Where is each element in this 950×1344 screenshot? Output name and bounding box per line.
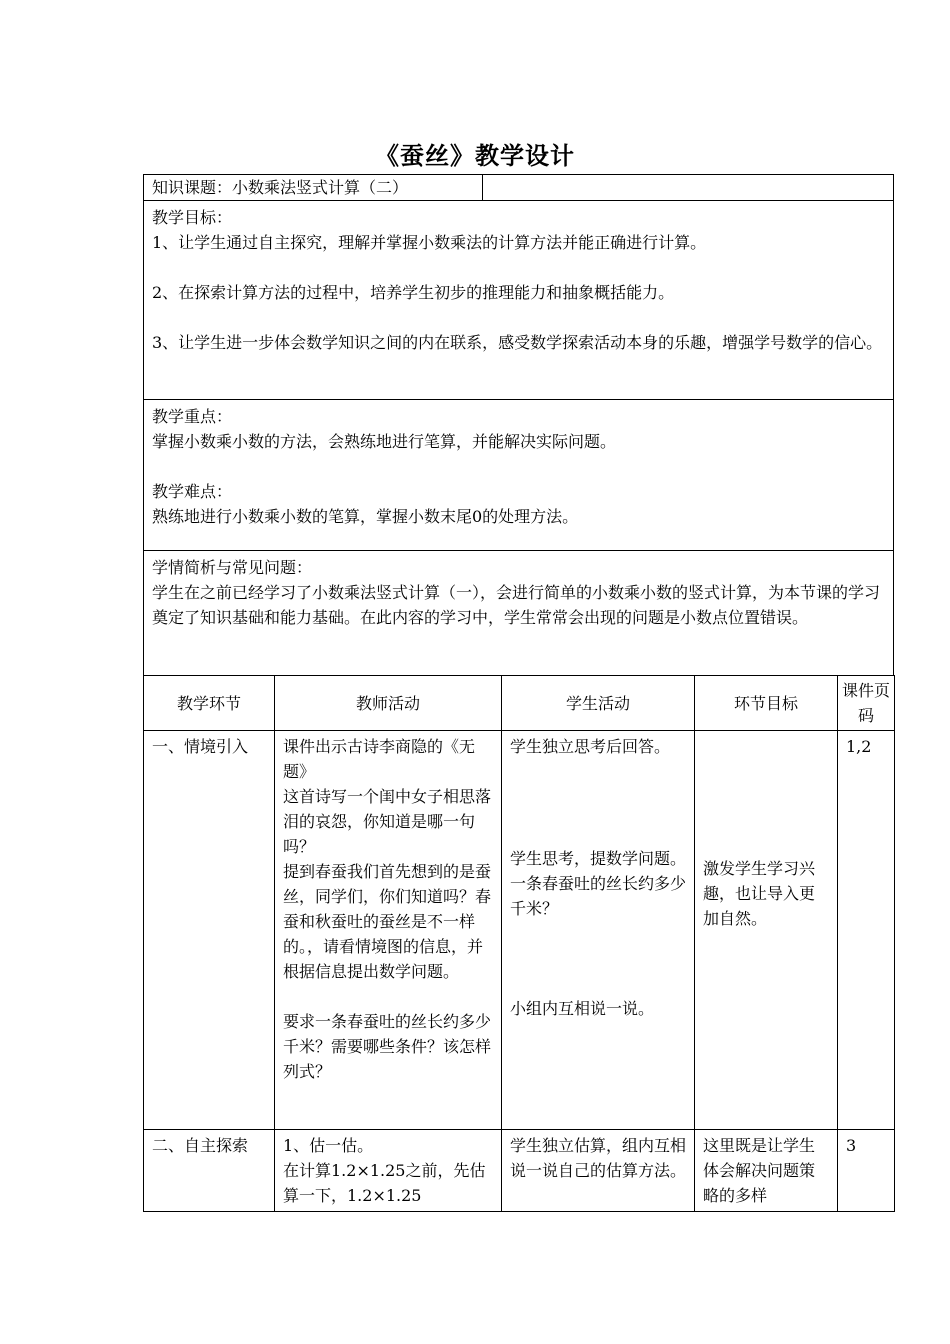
analysis-text: 学生在之前已经学习了小数乘法竖式计算（一），会进行简单的小数乘小数的竖式计算，为本节课的学习奠定了知识基础和能力基础。在此内容的学习中，学生常常会出现的问题是小数点位置错误。 xyxy=(152,583,881,627)
key-points-section xyxy=(143,399,894,551)
student-cell xyxy=(502,731,695,1130)
goals-heading: 教学目标： xyxy=(152,208,233,227)
student-text: 学生独立思考后回答。 xyxy=(510,737,671,756)
teacher-text: 提到春蚕我们首先想到的是蚕丝，同学们，你们知道吗？春蚕和秋蚕吐的蚕丝是不一样的。，请看情境图的信息，并根据信息提出数学问题。 xyxy=(283,862,492,981)
header-stage: 教学环节 xyxy=(144,676,275,731)
teacher-text: 要求一条春蚕吐的丝长约多少千米？需要哪些条件？该怎样列式？ xyxy=(283,1012,492,1081)
header-pages: 课件页码 xyxy=(838,676,895,731)
goal-item-2: 2、在探索计算方法的过程中，培养学生初步的推理能力和抽象概括能力。 xyxy=(152,283,675,302)
goal-item-3: 3、让学生进一步体会数学知识之间的内在联系，感受数学探索活动本身的乐趣，增强学号数学的信心。 xyxy=(152,333,883,352)
table-row xyxy=(144,1130,895,1212)
topic-row xyxy=(143,174,894,201)
table-row xyxy=(144,731,895,1130)
teacher-text: 在计算1.2×1.25之前，先估算一下，1.2×1.25 xyxy=(283,1161,486,1205)
goal-cell xyxy=(695,731,838,1130)
teacher-text: 这首诗写一个闺中女子相思落泪的哀怨，你知道是哪一句吗？ xyxy=(283,787,492,856)
difficulties-text: 熟练地进行小数乘小数的笔算，掌握小数末尾0的处理方法。 xyxy=(152,507,579,526)
key-points-text: 掌握小数乘小数的方法，会熟练地进行笔算，并能解决实际问题。 xyxy=(152,432,617,451)
table-header-row xyxy=(144,676,895,731)
teacher-text: 课件出示古诗李商隐的《无题》 xyxy=(283,737,476,781)
goals-section xyxy=(143,200,894,400)
header-student: 学生活动 xyxy=(502,676,695,731)
document-title: 《蚕丝》教学设计 xyxy=(375,142,575,170)
pages-cell: 3 xyxy=(838,1130,895,1212)
pages-cell: 1,2 xyxy=(838,731,895,1130)
goal-cell: 这里既是让学生体会解决问题策略的多样 xyxy=(695,1130,838,1212)
stage-cell: 一、情境引入 xyxy=(144,731,275,1130)
analysis-section xyxy=(143,550,894,676)
stage-cell: 二、自主探索 xyxy=(144,1130,275,1212)
teacher-text: 1、估一估。 xyxy=(283,1136,374,1155)
student-text: 学生思考，提数学问题。一条春蚕吐的丝长约多少千米？ xyxy=(510,849,687,918)
header-teacher: 教师活动 xyxy=(275,676,502,731)
key-points-heading: 教学重点： xyxy=(152,407,233,426)
teacher-cell xyxy=(275,731,502,1130)
topic-cell: 知识课题：小数乘法竖式计算（二） xyxy=(144,175,483,200)
analysis-heading: 学情简析与常见问题： xyxy=(152,558,313,577)
lesson-table xyxy=(143,675,895,1212)
teacher-cell xyxy=(275,1130,502,1212)
student-cell: 学生独立估算，组内互相说一说自己的估算方法。 xyxy=(502,1130,695,1212)
header-goal: 环节目标 xyxy=(695,676,838,731)
goal-text: 激发学生学习兴趣，也让导入更加自然。 xyxy=(703,859,816,928)
student-text: 小组内互相说一说。 xyxy=(510,999,655,1018)
goal-item-1: 1、让学生通过自主探究，理解并掌握小数乘法的计算方法并能正确进行计算。 xyxy=(152,233,707,252)
difficulties-heading: 教学难点： xyxy=(152,482,233,501)
